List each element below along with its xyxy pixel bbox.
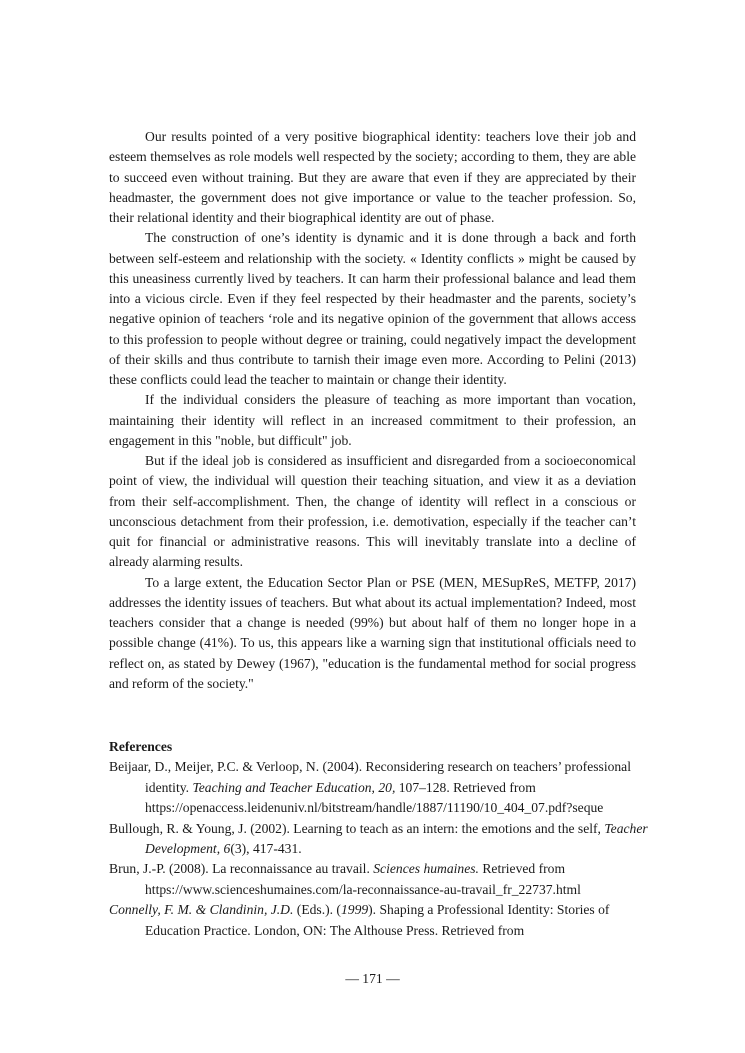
references-section (109, 737, 649, 941)
reference-year: 1999 (340, 902, 369, 918)
reference-authors: Brun, J.-P. (2008). La reconnaissance au travail. (109, 861, 374, 877)
body-paragraph-1: Our results pointed of a very positive biographical identity: teachers love their job and esteem themselves as role models well respected by the society; according to them, they are able to succeed even without training. But they are aware that even if they are appreciated by their headmaster, the government does not give importance or value to the teacher profession. So, their relational identity and their biographical identity are out of phase. (109, 129, 636, 225)
reference-authors: Beijaar, D., Meijer, P.C. & Verloop, N. (2004). Reconsidering research on teachers’ professional identity. (109, 759, 631, 795)
reference-details: ). Shaping a Professional Identity: Stories of Education Practice. London, ON: The Althouse Press. Retrieved from (145, 902, 610, 938)
reference-authors: Connelly, F. M. & Clandinin, J.D. (109, 902, 294, 918)
reference-entry-brun (109, 859, 649, 900)
reference-entry-bullough (109, 819, 649, 860)
reference-volume: 6 (223, 841, 231, 857)
reference-details: Retrieved from (478, 861, 566, 877)
reference-entry-beijaar (109, 757, 649, 818)
body-paragraph-3: If the individual considers the pleasure of teaching as more important than vocation, maintaining their identity will reflect in an increased commitment to their profession, an engagement in this "noble, but difficult" job. (109, 392, 636, 448)
page-number: — 171 — (345, 971, 400, 986)
reference-url-link[interactable]: https://openaccess.leidenuniv.nl/bitstream/handle/1887/11190/10_404_07.pdf?seque (145, 800, 604, 816)
reference-journal: Teaching and Teacher Education, 20, (192, 779, 396, 795)
reference-journal: Sciences humaines. (373, 861, 479, 877)
reference-editors-note: (Eds.). ( (293, 902, 341, 918)
body-paragraph-2: The construction of one’s identity is dynamic and it is done through a back and forth between self-esteem and relationship with the society. « Identity conflicts » might be caused by this uneasiness currently lived by teachers. It can harm their professional balance and lead them into a vicious circle. Even if they feel respected by their headmaster and the parents, society’s negative opinion of teachers ‘role and its negative opinion of the government that allows access to this profession to people without degree or training, could negatively impact the development of their skills and thus contribute to tarnish their image even more. According to Pelini (2013) these conflicts could lead the teacher to maintain or change their identity. (109, 230, 636, 387)
body-paragraph-4: But if the ideal job is considered as insufficient and disregarded from a socioeconomical point of view, the individual will question their teaching situation, and view it as a deviation from their self-accomplishment. Then, the change of identity will reflect in a conscious or unconscious detachment from their profession, i.e. demotivation, especially if the teacher can’t quit for financial or administrative reasons. This will inevitably translate into a decline of already alarming results. (109, 453, 636, 570)
reference-journal: Teacher Development (145, 820, 648, 857)
reference-url-link[interactable]: https://www.scienceshumaines.com/la-reconnaissance-au-travail_fr_22737.html (145, 881, 581, 897)
reference-details: (3), 417-431. (230, 841, 302, 857)
body-paragraph-5: To a large extent, the Education Sector Plan or PSE (MEN, MESupReS, METFP, 2017) addresses the identity issues of teachers. But what about its actual implementation? Indeed, most teachers consider that a change is needed (99%) but about half of them no longer hope in a possible change (41%). To us, this appears like a warning sign that institutional officials need to reflect on, as stated by Dewey (1967), "education is the fundamental method for social progress and reform of the society." (109, 574, 636, 691)
reference-authors: Bullough, R. & Young, J. (2002). Learning to teach as an intern: the emotions and the self, (109, 820, 605, 836)
reference-entry-connelly (109, 900, 649, 941)
reference-volume-separator: , (216, 841, 224, 857)
body-text (109, 127, 636, 694)
reference-details: 107–128. Retrieved from (395, 779, 536, 795)
references-heading: References (109, 739, 173, 754)
